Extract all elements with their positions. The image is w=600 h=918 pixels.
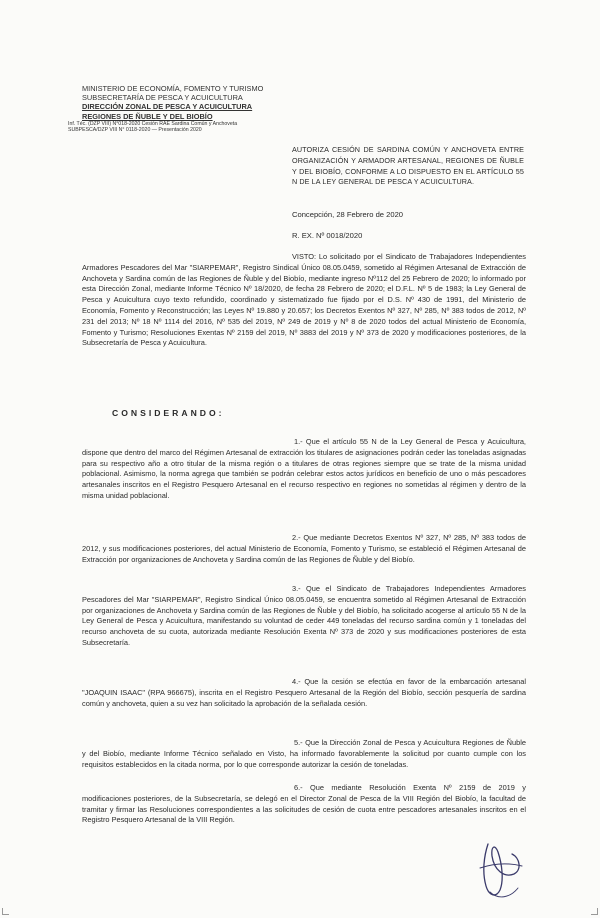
resolution-date: Concepción, 28 Febrero de 2020	[292, 210, 404, 219]
resolution-subject: AUTORIZA CESIÓN DE SARDINA COMÚN Y ANCHOVETA ENTRE ORGANIZACIÓN Y ARMADOR ARTESANAL, REGIONES DE ÑUBLE Y DEL BIOBÍO, CONFORME A LO DISPUESTO EN EL ARTÍCULO 55 N DE LA LEY GENERAL DE PESCA Y ACUICULTURA.	[292, 145, 524, 187]
ministry-name: MINISTERIO DE ECONOMÍA, FOMENTO Y TURISMO	[82, 84, 264, 93]
undersecretariat-name: SUBSECRETARÍA DE PESCA Y ACUICULTURA	[82, 93, 243, 103]
handwritten-signature	[470, 838, 530, 904]
reference-line-2: SUBPESCA/DZP VIII N° 0118-2020 — Presentación 2020	[68, 127, 202, 134]
reference-line-1: Inf. Téc. (DZP VIII) N°018-2020 Cesión RAE Sardina Común y Anchoveta	[68, 120, 238, 127]
zonal-directorate-name: DIRECCIÓN ZONAL DE PESCA Y ACUICULTURA	[82, 102, 253, 112]
considerando-6: 6.- Que mediante Resolución Exenta Nº 2159 de 2019 y modificaciones posteriores, de la Subsecretaría, se delegó en el Director Zonal de Pesca de la VIII Región del Biobío, la facultad de tramitar y firmar las Resoluciones correspondientes a las solicitudes de cesión de cuota entre pescadores artesanales inscritos en el Registro Pesquero Artesanal de la VIII Región.	[82, 783, 526, 825]
considerando-2: 2.- Que mediante Decretos Exentos Nº 327, Nº 285, Nº 383 todos de 2012, y sus modificaciones posteriores, del actual Ministerio de Economía, Fomento y Turismo, se estableció el Régimen Artesanal de Extracción por organizaciones de Anchoveta y Sardina común de las Regiones de Ñuble y del Biobío.	[82, 533, 526, 564]
regions-name: REGIONES DE ÑUBLE Y DEL BIOBÍO	[82, 111, 213, 121]
considerando-5: 5.- Que la Dirección Zonal de Pesca y Acuicultura Regiones de Ñuble y del Biobío, mediante Informe Técnico señalado en Visto, ha informado favorablemente la solicitud por cuanto cumple con los requisitos establecidos en la citada norma, por lo que corresponde autorizar la cesión de toneladas.	[82, 738, 526, 769]
visto-paragraph: VISTO: Lo solicitado por el Sindicato de Trabajadores Independientes Armadores Pescadores del Mar "SIARPEMAR", Registro Sindical Único 08.05.0459, sometido al Régimen Artesanal de Extracción de Anchoveta y Sardina común de las Regiones de Ñuble y del Biobío, mediante ingreso Nº112 del 25 Febrero de 2020; lo informado por esta Dirección Zonal, mediante Informe Técnico Nº 18/2020, de fecha 28 Febrero de 2020; el D.F.L. Nº 5 de 1983; la Ley General de Pesca y Acuicultura cuyo texto refundido, coordinado y sistematizado fue fijado por el D.S. Nº 430 de 1991, del Ministerio de Economía, Fomento y Reconstrucción; las Leyes Nº 19.880 y 20.657; los Decretos Exentos Nº 327, Nº 285, Nº 383 todos de 2012, Nº 231 del 2013; Nº 18 Nº 1114 del 2016, Nº 535 del 2019, Nº 249 de 2019 y Nº 8 de 2020 todos del actual Ministerio de Economía, Fomento y Turismo; Resoluciones Exentas Nº 2159 del 2019, Nº 3883 del 2019 y Nº 373 de 2020 y modificaciones posteriores, de la Subsecretaría de Pesca y Acuicultura.	[82, 252, 526, 348]
letterhead	[68, 84, 272, 134]
resolution-number: R. EX. Nº 0018/2020	[292, 231, 363, 240]
considerando-1: 1.- Que el artículo 55 N de la Ley General de Pesca y Acuicultura, dispone que dentro del marco del Régimen Artesanal de extracción los titulares de asignaciones podrán ceder las toneladas asignadas para su respectivo año a otro titular de la misma región o a titulares de otras regiones siempre que se trate de la misma unidad poblacional. Asimismo, la norma agrega que también se podrán celebrar estos actos jurídicos en beneficio de uno o más pescadores artesanales inscritos en el Registro Pesquero Artesanal en el recurso respectivo en regiones no sometidas al régimen y dentro de la misma unidad poblacional.	[82, 437, 526, 500]
considerando-4: 4.- Que la cesión se efectúa en favor de la embarcación artesanal "JOAQUIN ISAAC" (RPA 966675), inscrita en el Registro Pesquero Artesanal de la Región del Biobío, sección pesquería de sardina común y anchoveta, quien a su vez han solicitado la aprobación de la señalada cesión.	[82, 677, 526, 708]
crop-mark-right	[591, 908, 598, 915]
considerando-heading: CONSIDERANDO:	[112, 408, 225, 418]
crop-mark-left	[2, 908, 9, 915]
considerando-3: 3.- Que el Sindicato de Trabajadores Independientes Armadores Pescadores del Mar "SIARPEMAR", Registro Sindical Único 08.05.0459, se encuentra sometido al Régimen Artesanal de Extracción por organizaciones de Anchoveta y Sardina común de las Regiones de Ñuble y del Biobío, ha solicitado acogerse al artículo 55 N de la Ley General de Pesca y Acuicultura, manifestando su voluntad de ceder 449 toneladas del recurso sardina común y 1 toneladas del recurso anchoveta de su cuota, autorizada mediante Resolución Exenta Nº 373 de 2020 y sus modificaciones posteriores de esta Subsecretaría.	[82, 584, 526, 647]
